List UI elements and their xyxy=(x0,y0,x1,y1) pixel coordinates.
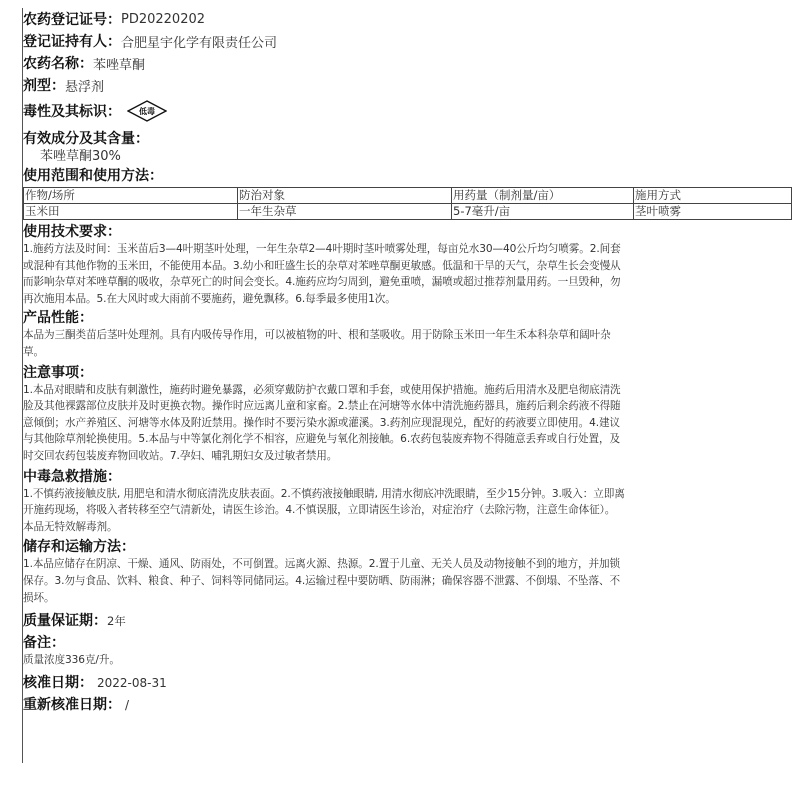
first-aid-heading: 中毒急救措施： xyxy=(23,468,121,485)
usage-header-dosage: 用药量（制剂量/亩） xyxy=(452,188,634,204)
text-line: 本品无特效解毒剂。 xyxy=(23,520,118,533)
formulation-row xyxy=(23,74,791,96)
storage-text xyxy=(23,556,791,606)
toxicity-label: 毒性及其标识： xyxy=(23,104,121,120)
reapproval-date-row xyxy=(23,694,791,716)
toxicity-badge xyxy=(127,100,167,122)
text-line: 保存。3.勿与食品、饮料、粮食、种子、饲料等同储同运。4.运输过程中要防晒、防雨淋；确保容器不泄露、不倒塌、不坠落、不 xyxy=(23,574,620,587)
pesticide-name-row xyxy=(23,52,791,74)
notes-heading: 注意事项： xyxy=(23,364,93,381)
pesticide-name-value: 苯唑草酮 xyxy=(93,57,146,73)
text-line: 1.不慎药液接触皮肤, 用肥皂和清水彻底清洗皮肤表面。2.不慎药液接触眼睛, 用清水彻底冲洗眼睛，至少15分钟。3.吸入：立即离 xyxy=(23,487,625,500)
usage-header-method: 施用方式 xyxy=(634,188,792,204)
text-line: 再次施用本品。5.在大风时或大雨前不要施药，避免飘移。6.每季最多使用1次。 xyxy=(23,292,396,305)
text-line: 意倾倒；水产养殖区、河塘等水体及附近禁用。操作时不要污染水源或灌溪。3.药剂应现混现兑，配好的药液要立即使用。4.建议 xyxy=(23,416,620,429)
text-line: 损坏。 xyxy=(23,591,55,604)
usage-cell-method: 茎叶喷雾 xyxy=(634,204,792,220)
formulation-value: 悬浮剂 xyxy=(65,79,105,95)
toxicity-row xyxy=(23,96,791,126)
storage-heading: 储存和运输方法： xyxy=(23,539,135,556)
remark-value: 质量浓度336克/升。 xyxy=(23,654,120,667)
toxicity-badge-text: 低毒 xyxy=(139,106,155,116)
usage-cell-dosage: 5-7毫升/亩 xyxy=(452,204,634,220)
holder-value: 合肥星宇化学有限责任公司 xyxy=(121,35,278,51)
text-line: 与其他除草剂轮换使用。5.本品与中等氯化剂化学不相容，应避免与氧化剂接触。6.农药包装废弃物不得随意丢弃或自行处置，及 xyxy=(23,433,620,446)
usage-table xyxy=(23,187,792,220)
text-line: 时交回农药包装废弃物回收站。7.孕妇、哺乳期妇女及过敏者禁用。 xyxy=(23,449,338,462)
registration-no-row xyxy=(23,8,791,30)
text-line: 或混种有其他作物的玉米田，不能使用本品。3.幼小和旺盛生长的杂草对苯唑草酮更敏感。低温和干旱的天气，杂草生长会变慢从 xyxy=(23,259,621,272)
text-line: 开施药现场，将吸入者转移至空气清新处，请医生诊治。4.不慎误服，立即请医生诊治，对症治疗（去除污物，注意生命体征）。 xyxy=(23,504,616,517)
registration-no-label: 农药登记证号： xyxy=(23,12,121,28)
registration-no-value: PD20220202 xyxy=(121,11,206,27)
performance-text xyxy=(23,327,791,360)
first-aid-text xyxy=(23,486,791,536)
remark-heading: 备注： xyxy=(23,635,65,652)
approval-date-label: 核准日期： xyxy=(23,674,93,691)
pesticide-name-label: 农药名称： xyxy=(23,56,93,72)
reapproval-date-value: / xyxy=(125,697,130,712)
usage-header-target: 防治对象 xyxy=(238,188,452,204)
approval-date-value: 2022-08-31 xyxy=(97,675,167,690)
tech-requirements-text xyxy=(23,241,791,307)
reapproval-date-label: 重新核准日期： xyxy=(23,696,121,713)
text-line: 脸及其他裸露部位皮肤并及时更换衣物。操作时应远离儿童和家畜。2.禁止在河塘等水体中清洗施药器具，施药后剩余药液不得随 xyxy=(23,400,621,413)
usage-table-header xyxy=(24,188,792,204)
formulation-label: 剂型： xyxy=(23,78,65,94)
tech-requirements-heading: 使用技术要求： xyxy=(23,224,121,240)
shelf-life-value: 2年 xyxy=(107,614,126,629)
holder-label: 登记证持有人： xyxy=(23,34,121,50)
usage-cell-target: 一年生杂草 xyxy=(238,204,452,220)
usage-header-crop: 作物/场所 xyxy=(24,188,238,204)
shelf-life-row xyxy=(23,610,791,632)
usage-heading: 使用范围和使用方法： xyxy=(23,168,163,184)
text-line: 本品为三酮类苗后茎叶处理剂。具有内吸传导作用，可以被植物的叶、根和茎吸收。用于防除玉米田一年生禾本科杂草和阔叶杂 xyxy=(23,329,611,342)
text-line: 草。 xyxy=(23,345,44,358)
notes-text xyxy=(23,382,791,465)
text-line: 1.本品应储存在阴凉、干燥、通风、防雨处，不可倒置。远离火源、热源。2.置于儿童、无关人员及动物接触不到的地方，并加锁 xyxy=(23,558,620,571)
active-ingredient-value: 苯唑草酮30% xyxy=(40,149,121,164)
usage-cell-crop: 玉米田 xyxy=(24,204,238,220)
performance-heading: 产品性能： xyxy=(23,310,93,327)
holder-row xyxy=(23,30,791,52)
approval-date-row xyxy=(23,672,791,694)
shelf-life-label: 质量保证期： xyxy=(23,613,107,630)
text-line: 而影响杂草对苯唑草酮的吸收，杂草死亡的时间会变长。4.施药应均匀周到，避免重喷，漏喷或超过推荐剂量用药。一旦毁种，勿 xyxy=(23,276,621,289)
table-row xyxy=(24,204,792,220)
pesticide-registration-document xyxy=(22,8,791,763)
active-ingredient-heading: 有效成分及其含量： xyxy=(23,131,149,147)
text-line: 1.施药方法及时间：玉米苗后3—4叶期茎叶处理，一年生杂草2—4叶期时茎叶喷雾处理，每亩兑水30—40公斤均匀喷雾。2.间套 xyxy=(23,243,621,255)
text-line: 1.本品对眼睛和皮肤有刺激性，施药时避免暴露，必须穿戴防护衣戴口罩和手套，或使用保护措施。施药后用清水及肥皂彻底清洗 xyxy=(23,383,621,396)
